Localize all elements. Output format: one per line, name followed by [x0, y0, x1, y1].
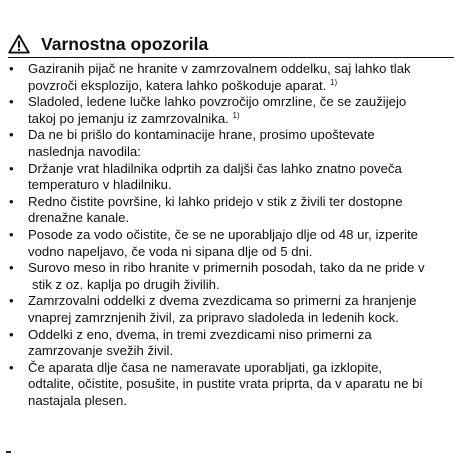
- warning-line-text: Surovo meso in ribo hranite v primernih posodah, tako da ne pride v: [28, 260, 425, 276]
- footnote-marker: 1): [330, 77, 338, 87]
- warning-line-text: nastajala plesen.: [28, 392, 127, 408]
- safety-warnings-list: [8, 61, 468, 409]
- warning-line-text: Če aparata dlje časa ne nameravate uporabljati, ga izklopite,: [28, 359, 383, 375]
- next-page-fragment: [6, 451, 11, 453]
- section-heading: [8, 33, 208, 55]
- warning-line-text: drenažne kanale.: [28, 210, 130, 226]
- warning-line: [28, 144, 468, 161]
- warning-line-text: Sladoled, ledene lučke lahko povzročijo omrzline, če se zaužijejo: [28, 94, 407, 110]
- warning-line-text: Držanje vrat hladilnika odprtih za daljši čas lahko znatno poveča: [28, 160, 402, 176]
- warning-text: [28, 94, 468, 127]
- warning-text: [28, 360, 468, 410]
- warning-line: [28, 111, 468, 128]
- warning-triangle-icon: [8, 34, 30, 54]
- warning-line: [28, 61, 468, 78]
- bullet-mark: •: [9, 160, 14, 176]
- safety-warning-item: [8, 327, 468, 360]
- safety-warning-item: [8, 260, 468, 293]
- warning-text: [28, 194, 468, 227]
- bullet-mark: •: [9, 326, 14, 342]
- safety-warning-item: [8, 61, 468, 94]
- bullet-mark: •: [9, 127, 14, 143]
- bullet-mark: •: [9, 226, 14, 242]
- warning-line-text: naslednja navodila:: [28, 143, 141, 159]
- warning-line: [28, 127, 468, 144]
- warning-line: [28, 277, 468, 294]
- warning-line-text: odtalite, očistite, posušite, in pustite vrata priprta, da v aparatu ne bi: [28, 376, 423, 392]
- warning-line: [28, 94, 468, 111]
- warning-line: [28, 78, 468, 95]
- warning-line: [28, 210, 468, 227]
- warning-text: [28, 293, 468, 326]
- warning-text: [28, 227, 468, 260]
- warning-line-text: takoj po jemanju iz zamrzovalnika.: [28, 110, 229, 126]
- warning-text: [28, 327, 468, 360]
- warning-line: [28, 360, 468, 377]
- warning-line: [28, 293, 468, 310]
- warning-text: [28, 260, 468, 293]
- warning-line-text: povzroči eksplozijo, katera lahko poškoduje aparat.: [28, 77, 327, 93]
- safety-warning-item: [8, 227, 468, 260]
- warning-line: [28, 260, 468, 277]
- safety-warning-item: [8, 127, 468, 160]
- bullet-mark: •: [9, 61, 14, 76]
- heading-divider: [8, 57, 454, 58]
- warning-line: [28, 244, 468, 261]
- warning-line: [28, 343, 468, 360]
- safety-warning-item: [8, 194, 468, 227]
- warning-line-text: temperaturo v hladilniku.: [28, 177, 172, 193]
- warning-line-text: vnaprej zamrznjenih živil, za pripravo sladoleda in ledenih kock.: [28, 309, 399, 325]
- warning-line-text: stik z oz. kaplja po drugih živilih.: [32, 276, 220, 292]
- warning-text: [28, 161, 468, 194]
- warning-line-text: Da ne bi prišlo do kontaminacije hrane, prosimo upoštevate: [28, 127, 375, 143]
- warning-line-text: vodno napeljavo, če voda ni sipana dlje od 5 dni.: [28, 243, 313, 259]
- bullet-mark: •: [9, 193, 14, 209]
- warning-text: [28, 61, 468, 94]
- warning-line: [28, 177, 468, 194]
- warning-line-text: Oddelki z eno, dvema, in tremi zvezdicami niso primerni za: [28, 326, 372, 342]
- warning-line: [28, 376, 468, 393]
- safety-warning-item: [8, 161, 468, 194]
- warning-line-text: zamrzovanje svežih živil.: [28, 343, 174, 359]
- warning-text: [28, 127, 468, 160]
- bullet-mark: •: [9, 94, 14, 110]
- warning-line: [28, 194, 468, 211]
- safety-warning-item: [8, 94, 468, 127]
- warning-line-text: Zamrzovalni oddelki z dvema zvezdicama so primerni za hranjenje: [28, 293, 417, 309]
- safety-warning-item: [8, 360, 468, 410]
- bullet-mark: •: [9, 359, 14, 375]
- safety-warning-item: [8, 293, 468, 326]
- section-title: Varnostna opozorila: [41, 34, 209, 54]
- bullet-mark: •: [9, 260, 14, 276]
- warning-line-text: Redno čistite površine, ki lahko pridejo v stik z živili ter dostopne: [28, 193, 403, 209]
- warning-line: [28, 310, 468, 327]
- footnote-marker: 1): [232, 110, 240, 120]
- warning-line: [28, 161, 468, 178]
- bullet-mark: •: [9, 293, 14, 309]
- warning-line: [28, 393, 468, 410]
- warning-line: [28, 327, 468, 344]
- warning-line-text: Gaziranih pijač ne hranite v zamrzovalnem oddelku, saj lahko tlak: [28, 61, 411, 76]
- warning-line-text: Posode za vodo očistite, če se ne uporabljajo dlje od 48 ur, izperite: [28, 226, 419, 242]
- warning-line: [28, 227, 468, 244]
